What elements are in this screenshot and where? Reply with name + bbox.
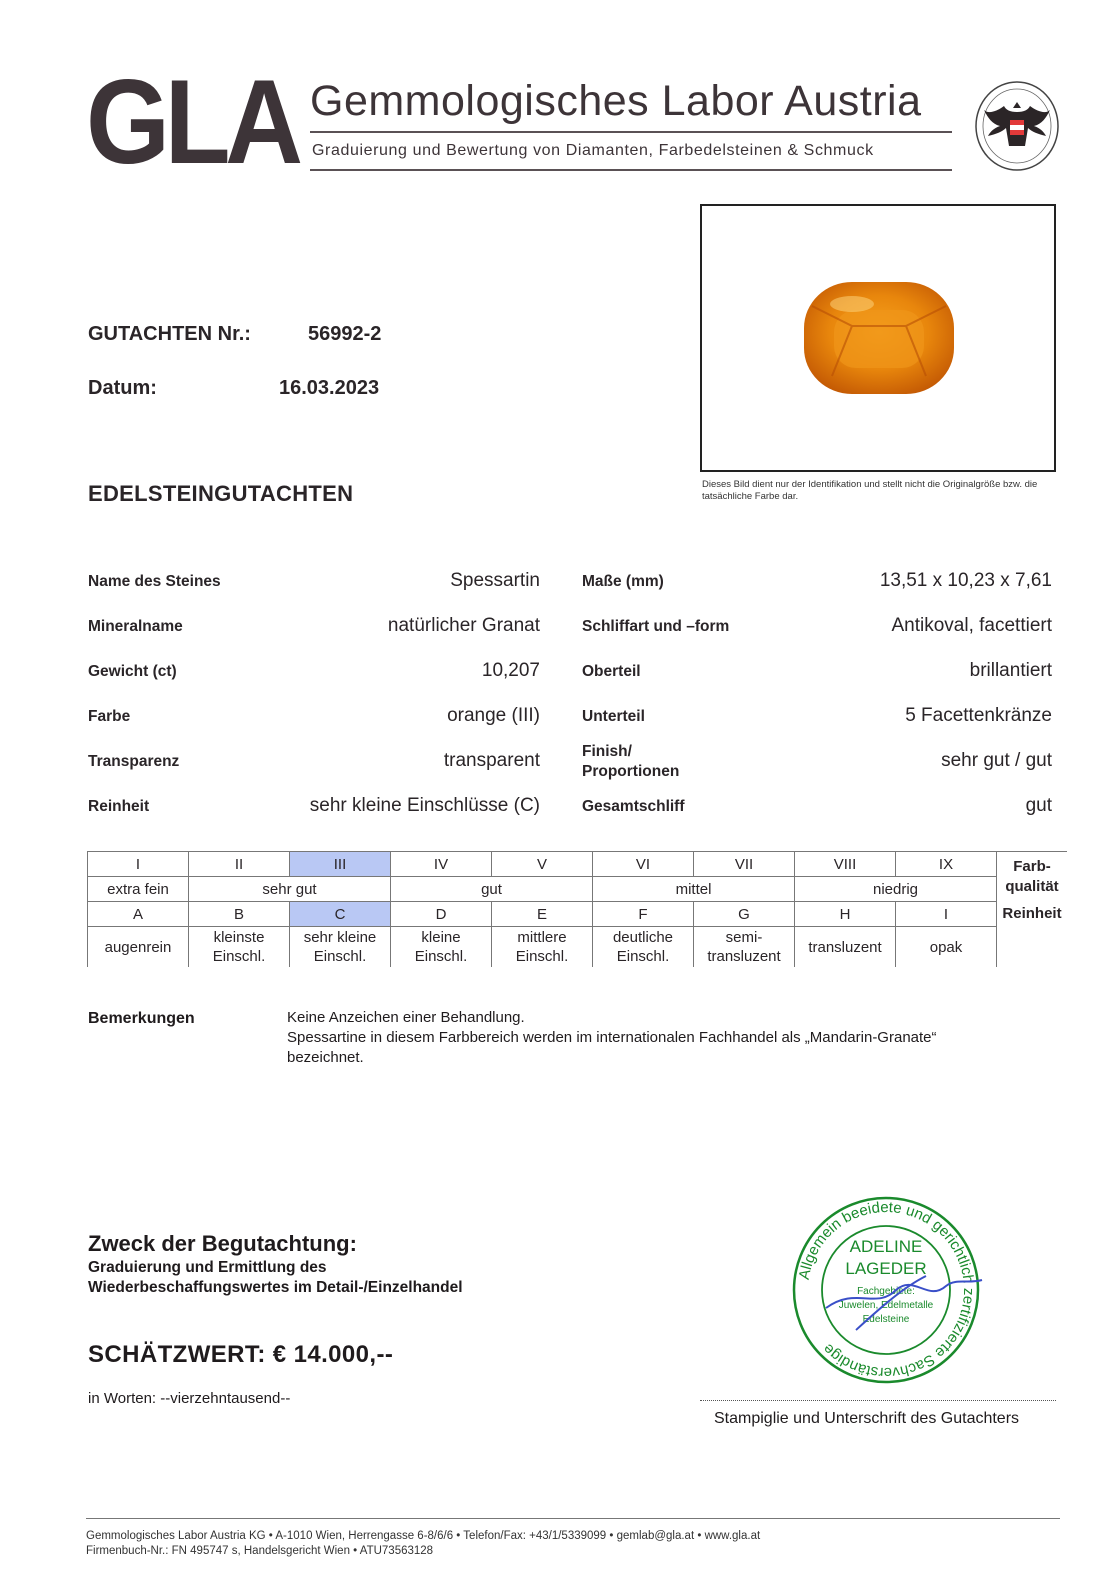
prop-value-clarity: sehr kleine Einschlüsse (C) [309, 795, 540, 816]
prop-value-transparency: transparent [443, 750, 540, 771]
stamp-ring-text: Allgemein beeidete und gerichtlich zertifizierte Sachverständige [795, 1198, 978, 1382]
certificate-number: 56992-2 [308, 323, 382, 345]
purpose-text [88, 1258, 463, 1298]
prop-label-color: Farbe [88, 708, 131, 725]
color-scale-label [997, 852, 1068, 902]
gla-logo: GLA [86, 55, 298, 189]
clarity-desc-cell [896, 927, 997, 968]
stamp-name-line1: ADELINE [849, 1237, 923, 1256]
prop-value-pavilion: 5 Facettenkränze [905, 705, 1052, 726]
gemstone-photo-frame [700, 204, 1056, 472]
clarity-grade-cell: B [189, 902, 290, 927]
footer-line: Gemmologisches Labor Austria KG • A-1010 Wien, Herrengasse 6-8/6/6 • Telefon/Fax: +43/1/5339099 • gemlab@gla.at • www.gla.at [86, 1530, 761, 1542]
stamp-center-text1: Fachgebiete: [857, 1286, 915, 1297]
prop-label-clarity: Reinheit [88, 798, 150, 815]
clarity-desc-text: mittlere [517, 929, 567, 946]
lab-tagline: Graduierung und Bewertung von Diamanten, Farbedelsteinen & Schmuck [312, 142, 874, 159]
clarity-desc-cell [391, 927, 492, 968]
color-group-cell: mittel [593, 877, 795, 902]
prop-value-cut: Antikoval, facettiert [891, 615, 1052, 636]
remarks-text [287, 1008, 1047, 1068]
color-group-row [88, 877, 1068, 902]
color-grade-cell: IV [391, 852, 492, 877]
valuation [88, 1341, 393, 1369]
clarity-desc-text: deutliche [612, 929, 674, 946]
remarks-label: Bemerkungen [88, 1010, 195, 1027]
valuation-label: SCHÄTZWERT: [88, 1341, 266, 1368]
clarity-desc-text: transluzent [808, 938, 882, 956]
clarity-desc-text: opak [929, 938, 963, 956]
clarity-desc-text: Einschl. [212, 948, 266, 965]
prop-label-weight: Gewicht (ct) [88, 663, 177, 680]
footer-rule [86, 1518, 1060, 1519]
clarity-desc-cell [88, 927, 189, 968]
footer-line: Firmenbuch-Nr.: FN 495747 s, Handelsgericht Wien • ATU73563128 [86, 1545, 434, 1557]
color-grade-cell: I [88, 852, 189, 877]
clarity-grade-cell: H [795, 902, 896, 927]
expert-stamp-icon [786, 1190, 986, 1390]
clarity-grade-cell-selected: C [290, 902, 391, 927]
color-group-cell: gut [391, 877, 593, 902]
prop-label-cut: Schliffart und –form [582, 618, 730, 635]
clarity-desc-text: sehr kleine [303, 929, 377, 946]
gemstone-image [702, 206, 1054, 470]
clarity-desc-text: Einschl. [313, 948, 367, 965]
color-scale-label-line2: qualität [1005, 877, 1059, 895]
footer [86, 1529, 760, 1559]
prop-value-dimensions: 13,51 x 10,23 x 7,61 [879, 570, 1052, 591]
valuation-in-words: in Worten: --vierzehntausend-- [88, 1390, 291, 1407]
purpose-line: Wiederbeschaffungswertes im Detail-/Einzelhandel [88, 1279, 463, 1296]
prop-value-mineral: natürlicher Granat [387, 615, 540, 636]
prop-label-overall-cut: Gesamtschliff [582, 798, 685, 815]
header-rule-top [310, 131, 952, 133]
color-grade-cell: II [189, 852, 290, 877]
clarity-desc-text: Einschl. [414, 948, 468, 965]
stamp-center-text3: Edelsteine [862, 1314, 910, 1325]
purpose-title: Zweck der Begutachtung: [88, 1231, 357, 1256]
clarity-desc-cell [593, 927, 694, 968]
prop-label-transparency: Transparenz [88, 753, 180, 770]
clarity-desc-cell [694, 927, 795, 968]
color-grade-row [88, 852, 1068, 877]
prop-value-overall-cut: gut [1025, 795, 1052, 816]
clarity-desc-text: kleinste [213, 929, 265, 946]
clarity-desc-cell [492, 927, 593, 968]
purpose-line: Graduierung und Ermittlung des [88, 1259, 327, 1276]
clarity-desc-text: transluzent [707, 948, 781, 965]
clarity-grade-row [88, 902, 1068, 927]
remarks-line: Keine Anzeichen einer Behandlung. [287, 1009, 525, 1026]
prop-value-name: Spessartin [450, 570, 540, 591]
valuation-amount: € 14.000,-- [272, 1341, 394, 1368]
clarity-desc-cell [290, 927, 391, 968]
clarity-desc-text: Einschl. [515, 948, 569, 965]
prop-value-color: orange (III) [447, 705, 540, 726]
signature-label: Stampiglie und Unterschrift des Gutachters [714, 1410, 1020, 1427]
grading-scale-table [87, 851, 1067, 967]
prop-label-dimensions: Maße (mm) [582, 573, 664, 590]
prop-label-proportions: Proportionen [582, 763, 680, 780]
clarity-desc-cell [795, 927, 896, 968]
clarity-grade-cell: F [593, 902, 694, 927]
clarity-desc-text: kleine [421, 929, 461, 946]
prop-value-finish: sehr gut / gut [941, 750, 1052, 771]
color-grade-cell: VII [694, 852, 795, 877]
color-scale-label-line1: Farb- [1013, 857, 1051, 875]
clarity-scale-label: Reinheit [1002, 904, 1062, 922]
clarity-grade-cell: I [896, 902, 997, 927]
clarity-desc-text: augenrein [104, 938, 172, 956]
austrian-eagle-seal-icon [974, 80, 1060, 172]
color-grade-cell: VI [593, 852, 694, 877]
prop-value-crown: brillantiert [969, 660, 1052, 681]
clarity-grade-cell: A [88, 902, 189, 927]
remarks-line: Spessartine in diesem Farbbereich werden im internationalen Fachhandel als „Mandarin-Granate“ [287, 1029, 937, 1046]
clarity-desc-cell [189, 927, 290, 968]
color-grade-cell: V [492, 852, 593, 877]
certificate-type-title: EDELSTEINGUTACHTEN [88, 481, 354, 506]
color-group-cell: niedrig [795, 877, 997, 902]
prop-label-crown: Oberteil [582, 663, 641, 680]
color-grade-cell: VIII [795, 852, 896, 877]
prop-label-name: Name des Steines [88, 573, 221, 590]
certificate-number-label: GUTACHTEN Nr.: [88, 323, 251, 345]
clarity-grade-cell: E [492, 902, 593, 927]
clarity-description-row [88, 927, 1068, 968]
prop-label-mineral: Mineralname [88, 618, 183, 635]
lab-name: Gemmologisches Labor Austria [310, 77, 922, 125]
prop-label-finish: Finish/ [582, 743, 632, 760]
clarity-grade-cell: G [694, 902, 795, 927]
color-grade-cell: IX [896, 852, 997, 877]
remarks-line: bezeichnet. [287, 1049, 364, 1066]
stamp-name-line2: LAGEDER [845, 1259, 927, 1278]
color-group-cell: extra fein [88, 877, 189, 902]
certificate-date: 16.03.2023 [279, 377, 380, 399]
clarity-desc-text: Einschl. [616, 948, 670, 965]
signature-line [700, 1400, 1056, 1401]
header-rule-bottom [310, 169, 952, 171]
date-label: Datum: [88, 377, 157, 399]
clarity-grade-cell: D [391, 902, 492, 927]
photo-caption: Dieses Bild dient nur der Identifikation und stellt nicht die Originalgröße bzw. die tatsächliche Farbe dar. [702, 479, 1038, 502]
prop-value-weight: 10,207 [481, 660, 540, 681]
color-grade-cell-selected: III [290, 852, 391, 877]
clarity-desc-text: semi- [725, 929, 763, 946]
color-group-cell: sehr gut [189, 877, 391, 902]
stamp-center-text2: Juwelen, Edelmetalle [838, 1300, 934, 1311]
prop-label-pavilion: Unterteil [582, 708, 645, 725]
